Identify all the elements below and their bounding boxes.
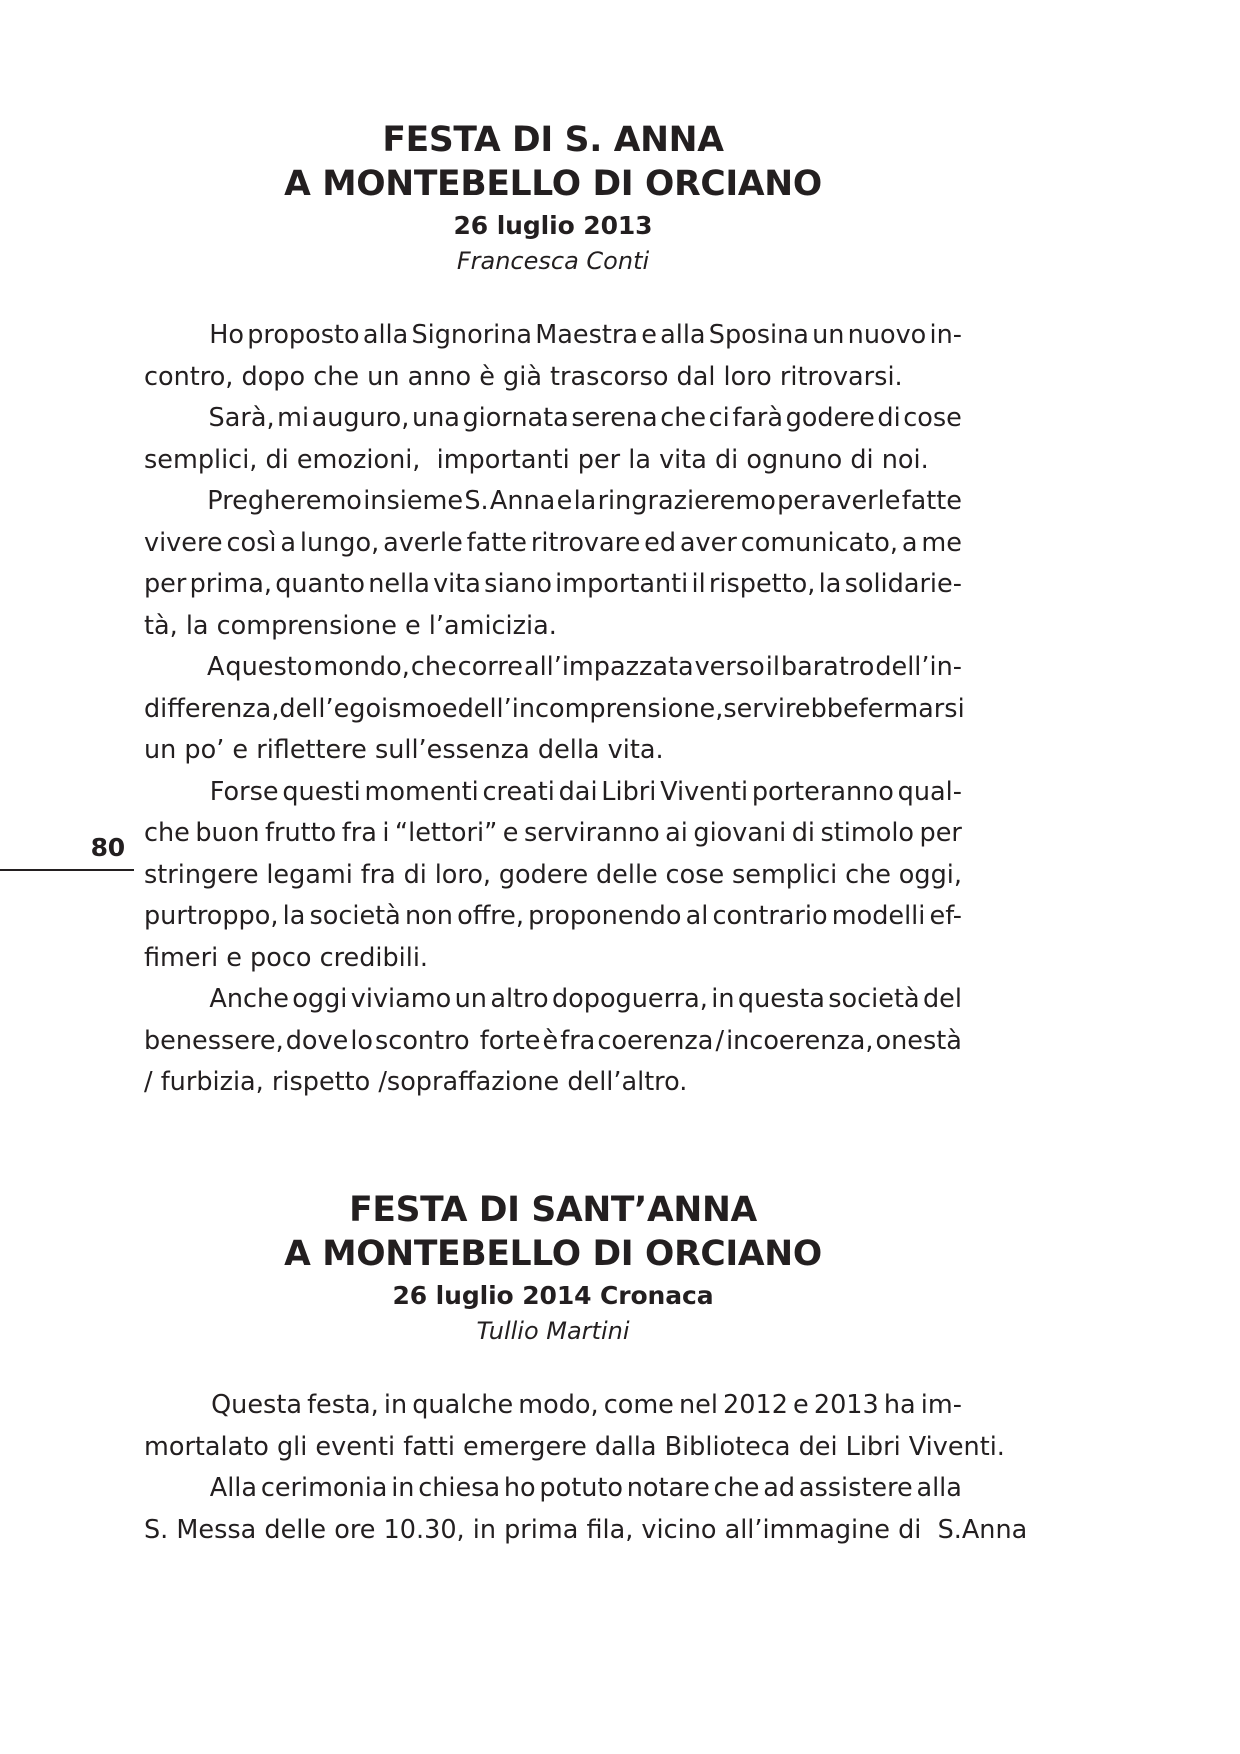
word: un bbox=[812, 320, 845, 351]
word: fra bbox=[360, 859, 396, 890]
text-line bbox=[144, 647, 962, 689]
word: cose bbox=[903, 403, 962, 434]
word: A bbox=[206, 652, 225, 683]
word: contro, dopo che un anno è già trascorso dal loro ritrovarsi. bbox=[144, 361, 903, 392]
word: quanto bbox=[275, 569, 365, 600]
word: ci bbox=[708, 403, 730, 434]
word: non bbox=[404, 901, 453, 932]
word: Viventi bbox=[660, 776, 749, 807]
text-line bbox=[144, 855, 962, 897]
article-separator bbox=[144, 1104, 962, 1188]
word: di bbox=[791, 818, 816, 849]
article-1-title-line-2: A MONTEBELLO DI ORCIANO bbox=[284, 164, 822, 205]
word: porteranno bbox=[751, 776, 894, 807]
word: prima, bbox=[189, 569, 272, 600]
word: nuovo bbox=[847, 320, 927, 351]
article-2-title-line-1: FESTA DI SANT’ANNA bbox=[349, 1189, 757, 1230]
text-line bbox=[144, 523, 962, 565]
word: ai bbox=[665, 818, 688, 849]
word: altro bbox=[490, 984, 549, 1015]
word: viviamo bbox=[350, 984, 452, 1015]
text-line bbox=[144, 938, 962, 980]
word: che bbox=[660, 403, 707, 434]
paragraph bbox=[144, 1385, 1005, 1468]
word: Pregheremo bbox=[207, 486, 362, 517]
paragraph bbox=[144, 1468, 1028, 1551]
word: che bbox=[713, 1473, 760, 1504]
word: comunicato, bbox=[740, 527, 898, 558]
word: fra bbox=[341, 818, 377, 849]
word: 2013 bbox=[813, 1390, 879, 1421]
word: società bbox=[309, 901, 401, 932]
word: questi bbox=[282, 776, 361, 807]
text-line bbox=[144, 730, 962, 772]
paragraph-indent bbox=[144, 1468, 206, 1510]
word: all’impazzata bbox=[523, 652, 694, 683]
word: di bbox=[877, 403, 901, 434]
text-line bbox=[144, 813, 962, 855]
word: benessere, bbox=[144, 1025, 284, 1056]
word: dell’egoismo bbox=[279, 693, 442, 724]
word: onestà bbox=[875, 1025, 962, 1056]
word: dell’incomprensione, bbox=[457, 693, 724, 724]
word: baratro bbox=[780, 652, 875, 683]
article-2-author: Tullio Martini bbox=[476, 1317, 630, 1346]
word: / furbizia, rispetto /sopraffazione dell’altro. bbox=[144, 1067, 688, 1098]
word: è bbox=[542, 1025, 559, 1056]
word: che bbox=[144, 818, 190, 849]
word: Questa bbox=[211, 1390, 302, 1421]
word: corre bbox=[457, 652, 523, 683]
text-line bbox=[144, 1385, 962, 1427]
word: dai bbox=[558, 776, 598, 807]
word: modo, bbox=[518, 1390, 599, 1421]
word: i bbox=[382, 818, 390, 849]
word: una bbox=[411, 403, 460, 434]
word: in bbox=[383, 1390, 408, 1421]
word: alla bbox=[362, 320, 409, 351]
text-line bbox=[144, 315, 962, 357]
word: oggi bbox=[292, 984, 348, 1015]
word: Sposina bbox=[708, 320, 809, 351]
word: offre, bbox=[457, 901, 524, 932]
word: proponendo bbox=[528, 901, 682, 932]
word: e bbox=[502, 818, 519, 849]
word: società bbox=[828, 984, 920, 1015]
word: 2012 bbox=[723, 1390, 788, 1421]
word: forte bbox=[471, 1025, 541, 1056]
word: di bbox=[403, 859, 427, 890]
word: serena bbox=[571, 403, 658, 434]
word: Anna bbox=[489, 486, 556, 517]
word: momenti bbox=[364, 776, 479, 807]
word: proposto bbox=[247, 320, 360, 351]
word: come bbox=[603, 1390, 674, 1421]
word: nella bbox=[368, 569, 430, 600]
word: in bbox=[391, 1473, 415, 1504]
article-2-body bbox=[144, 1385, 1028, 1551]
word: dell’in- bbox=[875, 652, 962, 683]
word: vita bbox=[433, 569, 481, 600]
article-1-author: Francesca Conti bbox=[456, 247, 650, 276]
word: Maestra bbox=[535, 320, 638, 351]
text-line bbox=[144, 564, 962, 606]
word: servirebbe bbox=[723, 693, 859, 724]
word: godere bbox=[498, 859, 589, 890]
word: mortalato gli eventi fatti emergere dalla Biblioteca dei Libri Viventi. bbox=[144, 1431, 1005, 1462]
word: incoerenza, bbox=[726, 1025, 874, 1056]
word: modelli bbox=[831, 901, 926, 932]
word: al bbox=[685, 901, 709, 932]
word: scontro bbox=[375, 1025, 470, 1056]
word: la bbox=[573, 486, 597, 517]
word: la bbox=[818, 569, 842, 600]
word: Sarà, bbox=[208, 403, 275, 434]
page-number: 80 bbox=[90, 833, 125, 862]
word: insieme bbox=[363, 486, 464, 517]
word: aver bbox=[679, 527, 737, 558]
word: giornata bbox=[462, 403, 569, 434]
text-line bbox=[144, 1510, 1028, 1552]
word: loro, bbox=[434, 859, 492, 890]
word: assistere bbox=[798, 1473, 913, 1504]
word: a bbox=[280, 527, 296, 558]
word: stringere bbox=[144, 859, 259, 890]
paragraph-indent bbox=[144, 647, 206, 689]
text-line bbox=[144, 398, 962, 440]
word: “lettori” bbox=[394, 818, 498, 849]
word: auguro, bbox=[311, 403, 410, 434]
word: tà, la comprensione e l’amicizia. bbox=[144, 610, 557, 641]
word: il bbox=[765, 652, 780, 683]
word: il bbox=[691, 569, 706, 600]
word: contrario bbox=[712, 901, 828, 932]
text-line bbox=[144, 1427, 1005, 1469]
word: buon bbox=[195, 818, 260, 849]
word: Libri bbox=[601, 776, 657, 807]
word: fermarsi bbox=[858, 693, 965, 724]
paragraph-indent bbox=[144, 1385, 206, 1427]
text-column bbox=[144, 0, 1028, 1551]
word: semplici, di emozioni, importanti per la vita di ognuno di noi. bbox=[144, 444, 929, 475]
page-folio bbox=[0, 835, 136, 871]
word: coerenza bbox=[597, 1025, 714, 1056]
word: potuto bbox=[539, 1473, 623, 1504]
word: Alla bbox=[209, 1473, 258, 1504]
word: / bbox=[715, 1025, 725, 1056]
word: festa, bbox=[307, 1390, 379, 1421]
text-line bbox=[144, 772, 962, 814]
word: questa bbox=[737, 984, 825, 1015]
word: S. Messa delle ore 10.30, in prima fila, vicino all’immagine di S.Anna bbox=[144, 1514, 1028, 1545]
text-line bbox=[144, 896, 962, 938]
word: godere bbox=[785, 403, 875, 434]
word: fra bbox=[560, 1025, 596, 1056]
word: ef- bbox=[929, 901, 962, 932]
word: qual- bbox=[897, 776, 962, 807]
word: S. bbox=[464, 486, 489, 517]
word: ed bbox=[644, 527, 677, 558]
paragraph bbox=[144, 979, 962, 1104]
word: ad bbox=[763, 1473, 796, 1504]
article-1-body bbox=[144, 315, 965, 1104]
word: e bbox=[441, 693, 458, 724]
word: solidarie- bbox=[844, 569, 962, 600]
word: e bbox=[556, 486, 573, 517]
word: che bbox=[410, 652, 457, 683]
word: un po’ e riflettere sull’essenza della vita. bbox=[144, 735, 664, 766]
word: verso bbox=[694, 652, 765, 683]
word: importanti bbox=[555, 569, 689, 600]
article-1-date: 26 luglio 2013 bbox=[453, 211, 653, 241]
word: questo bbox=[225, 652, 313, 683]
word: legami bbox=[266, 859, 353, 890]
word: delle bbox=[595, 859, 658, 890]
word: alla bbox=[916, 1473, 962, 1504]
word: ho bbox=[503, 1473, 536, 1504]
word: lungo, bbox=[299, 527, 380, 558]
word: fimeri e poco credibili. bbox=[144, 942, 429, 973]
word: chiesa bbox=[418, 1473, 501, 1504]
word: im- bbox=[920, 1390, 962, 1421]
word: fatte bbox=[901, 486, 962, 517]
paragraph bbox=[144, 398, 962, 481]
word: creati bbox=[482, 776, 555, 807]
word: me bbox=[921, 527, 962, 558]
word: dopoguerra, bbox=[551, 984, 708, 1015]
word: ringrazieremo bbox=[597, 486, 776, 517]
word: nel bbox=[678, 1390, 718, 1421]
word: cerimonia bbox=[260, 1473, 388, 1504]
paragraph-indent bbox=[144, 772, 206, 814]
article-2-title-line-2: A MONTEBELLO DI ORCIANO bbox=[284, 1234, 822, 1275]
text-line bbox=[144, 357, 962, 399]
word: siano bbox=[484, 569, 552, 600]
text-line bbox=[144, 1468, 962, 1510]
word: vivere bbox=[144, 527, 223, 558]
folio-rule bbox=[0, 869, 134, 871]
word: per bbox=[144, 569, 187, 600]
word: a bbox=[901, 527, 918, 558]
word: averle bbox=[820, 486, 901, 517]
word: Forse bbox=[209, 776, 279, 807]
word: e bbox=[793, 1390, 809, 1421]
text-line bbox=[144, 606, 962, 648]
word: la bbox=[282, 901, 306, 932]
word: frutto bbox=[265, 818, 337, 849]
word: così bbox=[226, 527, 277, 558]
article-1-title-line-1: FESTA DI S. ANNA bbox=[382, 120, 724, 160]
word: differenza, bbox=[144, 693, 280, 724]
text-line bbox=[144, 481, 962, 523]
word: dove bbox=[285, 1025, 349, 1056]
paragraph bbox=[144, 315, 962, 398]
text-line bbox=[144, 440, 962, 482]
article-2 bbox=[144, 1188, 1028, 1551]
paragraph bbox=[144, 481, 962, 647]
word: serviranno bbox=[524, 818, 660, 849]
paragraph-indent bbox=[144, 315, 206, 357]
article-1 bbox=[144, 0, 965, 1104]
paragraph-indent bbox=[144, 481, 206, 523]
word: stimolo bbox=[820, 818, 915, 849]
word: in- bbox=[929, 320, 962, 351]
word: per bbox=[919, 818, 962, 849]
article-1-heading bbox=[144, 118, 962, 277]
paragraph-indent bbox=[144, 979, 206, 1021]
word: oggi, bbox=[898, 859, 962, 890]
word: fatte bbox=[466, 527, 527, 558]
word: averle bbox=[383, 527, 463, 558]
word: purtroppo, bbox=[144, 901, 279, 932]
text-line bbox=[144, 1021, 962, 1063]
word: farà bbox=[732, 403, 784, 434]
word: e bbox=[641, 320, 657, 351]
article-2-heading bbox=[144, 1188, 962, 1347]
word: alla bbox=[660, 320, 706, 351]
text-line bbox=[144, 689, 965, 731]
word: mi bbox=[277, 403, 310, 434]
word: Ho bbox=[209, 320, 244, 351]
paragraph-indent bbox=[144, 398, 206, 440]
word: Anche bbox=[209, 984, 289, 1015]
text-line bbox=[144, 1062, 962, 1104]
word: giovani bbox=[693, 818, 787, 849]
text-line bbox=[144, 979, 962, 1021]
paragraph bbox=[144, 772, 962, 980]
article-2-date: 26 luglio 2014 Cronaca bbox=[392, 1281, 714, 1311]
word: cose bbox=[665, 859, 725, 890]
paragraph bbox=[144, 647, 965, 772]
word: in bbox=[711, 984, 735, 1015]
word: mondo, bbox=[313, 652, 410, 683]
word: del bbox=[922, 984, 962, 1015]
word: notare bbox=[626, 1473, 710, 1504]
word: qualche bbox=[412, 1390, 514, 1421]
word: ritrovare bbox=[530, 527, 641, 558]
word: rispetto, bbox=[708, 569, 816, 600]
word: lo bbox=[350, 1025, 373, 1056]
word: un bbox=[454, 984, 487, 1015]
word: Signorina bbox=[411, 320, 533, 351]
word: che bbox=[845, 859, 891, 890]
word: ha bbox=[883, 1390, 916, 1421]
word: semplici bbox=[731, 859, 838, 890]
word: per bbox=[777, 486, 820, 517]
